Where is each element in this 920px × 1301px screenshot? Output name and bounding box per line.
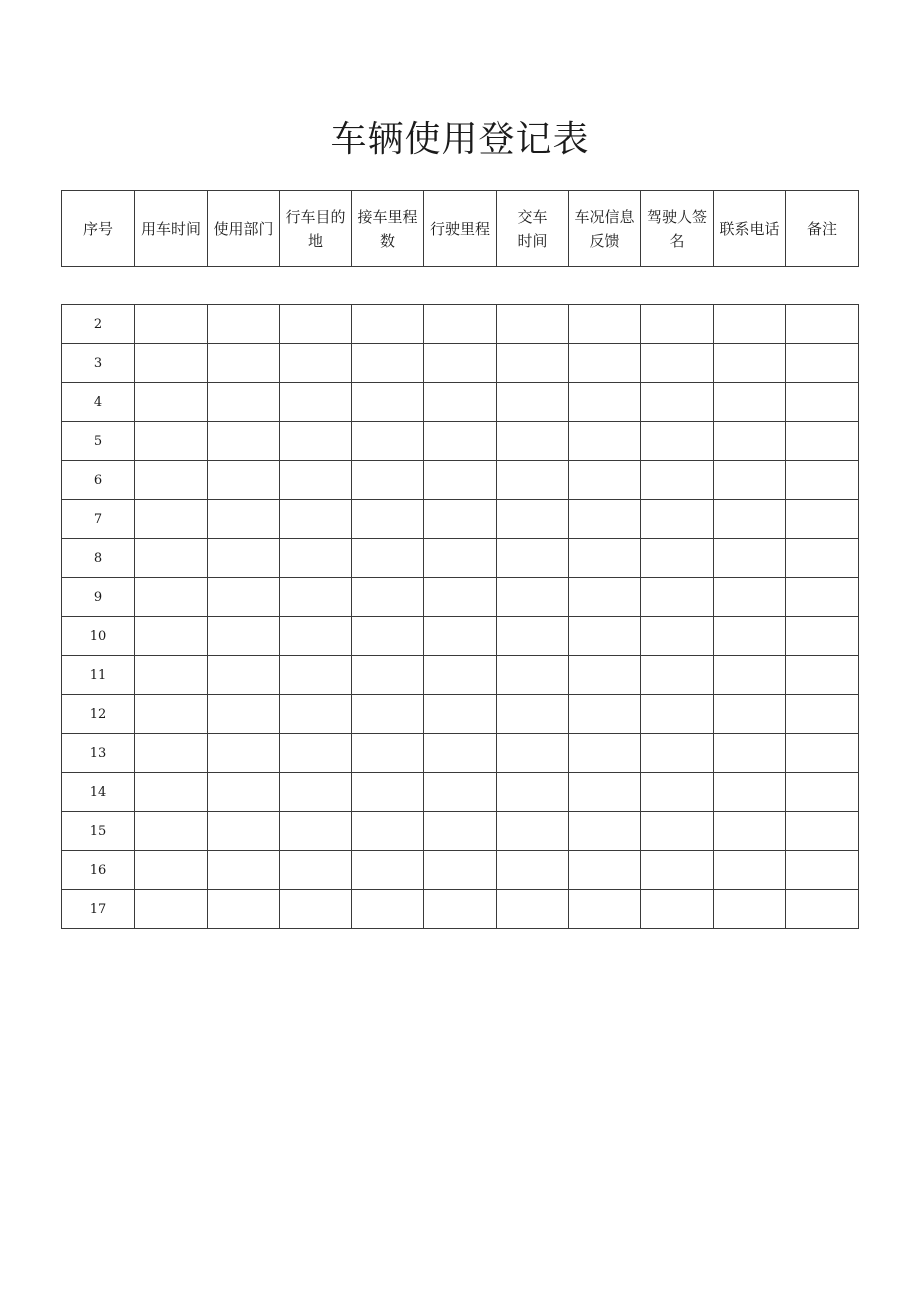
entry-cell-remarks[interactable] <box>786 773 859 812</box>
header-label: 行驶里程 <box>429 219 490 238</box>
entry-cell-use-time[interactable] <box>135 851 208 890</box>
entry-cell-pickup-mileage[interactable] <box>352 851 424 890</box>
row-number: 3 <box>62 344 135 383</box>
entry-cell-driven-mileage[interactable] <box>424 890 497 929</box>
table-row <box>62 695 859 734</box>
entry-cell-condition-feedback[interactable] <box>569 578 641 617</box>
header-cell-driven-mileage <box>424 191 497 267</box>
entry-cell-remarks[interactable] <box>786 695 859 734</box>
entry-cell-driver-signature[interactable] <box>641 773 714 812</box>
entry-cell-pickup-mileage[interactable] <box>352 305 424 344</box>
entry-cell-destination[interactable] <box>280 656 352 695</box>
entry-cell-condition-feedback[interactable] <box>569 305 641 344</box>
header-label: 联系电话 <box>719 219 780 238</box>
entry-cell-return-time[interactable] <box>497 344 569 383</box>
entry-cell-condition-feedback[interactable] <box>569 734 641 773</box>
entry-cell-department[interactable] <box>208 695 280 734</box>
header-cell-condition-feedback <box>569 191 641 267</box>
entry-cell-condition-feedback[interactable] <box>569 500 641 539</box>
entry-cell-contact-phone[interactable] <box>714 656 786 695</box>
entry-cell-driver-signature[interactable] <box>641 851 714 890</box>
entry-cell-condition-feedback[interactable] <box>569 695 641 734</box>
entry-cell-remarks[interactable] <box>786 890 859 929</box>
entry-cell-driver-signature[interactable] <box>641 695 714 734</box>
entry-cell-pickup-mileage[interactable] <box>352 383 424 422</box>
entry-cell-return-time[interactable] <box>497 890 569 929</box>
entry-cell-department[interactable] <box>208 305 280 344</box>
entry-cell-pickup-mileage[interactable] <box>352 344 424 383</box>
entry-cell-pickup-mileage[interactable] <box>352 734 424 773</box>
entry-cell-contact-phone[interactable] <box>714 344 786 383</box>
entry-cell-destination[interactable] <box>280 500 352 539</box>
entry-cell-driver-signature[interactable] <box>641 734 714 773</box>
entry-cell-use-time[interactable] <box>135 422 208 461</box>
row-number: 6 <box>62 461 135 500</box>
entry-cell-driven-mileage[interactable] <box>424 812 497 851</box>
entry-cell-department[interactable] <box>208 734 280 773</box>
entry-cell-condition-feedback[interactable] <box>569 344 641 383</box>
entry-cell-contact-phone[interactable] <box>714 383 786 422</box>
entry-cell-remarks[interactable] <box>786 461 859 500</box>
header-label: 备注 <box>806 219 837 238</box>
entry-cell-use-time[interactable] <box>135 305 208 344</box>
row-number: 4 <box>62 383 135 422</box>
entry-cell-return-time[interactable] <box>497 734 569 773</box>
entry-cell-driver-signature[interactable] <box>641 383 714 422</box>
header-label: 使用部门 <box>213 219 274 238</box>
entry-cell-remarks[interactable] <box>786 539 859 578</box>
entry-cell-use-time[interactable] <box>135 500 208 539</box>
entry-cell-pickup-mileage[interactable] <box>352 695 424 734</box>
entry-cell-destination[interactable] <box>280 422 352 461</box>
row-number: 15 <box>62 812 135 851</box>
entry-cell-driven-mileage[interactable] <box>424 344 497 383</box>
entry-cell-driver-signature[interactable] <box>641 617 714 656</box>
entry-cell-use-time[interactable] <box>135 383 208 422</box>
entry-cell-contact-phone[interactable] <box>714 500 786 539</box>
table-row <box>62 734 859 773</box>
header-label: 名 <box>669 231 685 250</box>
entry-cell-remarks[interactable] <box>786 812 859 851</box>
entry-cell-pickup-mileage[interactable] <box>352 461 424 500</box>
entry-cell-condition-feedback[interactable] <box>569 461 641 500</box>
entry-cell-destination[interactable] <box>280 890 352 929</box>
entry-cell-destination[interactable] <box>280 305 352 344</box>
table-row <box>62 578 859 617</box>
entry-cell-return-time[interactable] <box>497 578 569 617</box>
entry-cell-destination[interactable] <box>280 851 352 890</box>
entry-cell-pickup-mileage[interactable] <box>352 539 424 578</box>
entry-cell-remarks[interactable] <box>786 617 859 656</box>
header-label: 驾驶人签 <box>646 207 707 226</box>
entry-cell-contact-phone[interactable] <box>714 773 786 812</box>
header-label: 接车里程 <box>357 207 418 226</box>
entry-cell-department[interactable] <box>208 851 280 890</box>
entry-cell-department[interactable] <box>208 461 280 500</box>
header-label: 时间 <box>517 231 548 250</box>
row-number: 8 <box>62 539 135 578</box>
entry-cell-driver-signature[interactable] <box>641 422 714 461</box>
header-cell-remarks <box>786 191 859 267</box>
row-number: 14 <box>62 773 135 812</box>
register-table <box>61 304 859 929</box>
header-cell-department <box>208 191 280 267</box>
header-row <box>62 191 859 267</box>
table-row <box>62 812 859 851</box>
entry-cell-return-time[interactable] <box>497 422 569 461</box>
entry-cell-condition-feedback[interactable] <box>569 851 641 890</box>
entry-cell-remarks[interactable] <box>786 578 859 617</box>
header-cell-use-time <box>135 191 208 267</box>
row-number: 12 <box>62 695 135 734</box>
row-number: 17 <box>62 890 135 929</box>
page-title: 车辆使用登记表 <box>330 119 590 160</box>
header-label: 数 <box>379 231 395 250</box>
entry-cell-condition-feedback[interactable] <box>569 539 641 578</box>
entry-cell-contact-phone[interactable] <box>714 617 786 656</box>
header-cell-index <box>62 191 135 267</box>
entry-cell-pickup-mileage[interactable] <box>352 773 424 812</box>
table-row <box>62 773 859 812</box>
entry-cell-condition-feedback[interactable] <box>569 773 641 812</box>
entry-cell-remarks[interactable] <box>786 851 859 890</box>
table-row <box>62 461 859 500</box>
entry-cell-return-time[interactable] <box>497 617 569 656</box>
entry-cell-use-time[interactable] <box>135 890 208 929</box>
entry-cell-driver-signature[interactable] <box>641 890 714 929</box>
row-number: 7 <box>62 500 135 539</box>
entry-cell-contact-phone[interactable] <box>714 422 786 461</box>
entry-cell-use-time[interactable] <box>135 578 208 617</box>
entry-cell-department[interactable] <box>208 344 280 383</box>
row-number: 11 <box>62 656 135 695</box>
entry-cell-remarks[interactable] <box>786 344 859 383</box>
header-label: 行车目的 <box>285 207 346 226</box>
entry-cell-contact-phone[interactable] <box>714 890 786 929</box>
row-number: 16 <box>62 851 135 890</box>
entry-cell-driver-signature[interactable] <box>641 305 714 344</box>
entry-cell-return-time[interactable] <box>497 500 569 539</box>
entry-cell-destination[interactable] <box>280 812 352 851</box>
entry-cell-condition-feedback[interactable] <box>569 617 641 656</box>
entry-cell-condition-feedback[interactable] <box>569 383 641 422</box>
entry-cell-destination[interactable] <box>280 461 352 500</box>
entry-cell-driven-mileage[interactable] <box>424 656 497 695</box>
entry-cell-destination[interactable] <box>280 383 352 422</box>
entry-cell-use-time[interactable] <box>135 539 208 578</box>
entry-cell-driver-signature[interactable] <box>641 344 714 383</box>
entry-cell-return-time[interactable] <box>497 656 569 695</box>
entry-cell-driven-mileage[interactable] <box>424 734 497 773</box>
entry-cell-destination[interactable] <box>280 539 352 578</box>
entry-cell-department[interactable] <box>208 539 280 578</box>
entry-cell-contact-phone[interactable] <box>714 851 786 890</box>
entry-cell-driven-mileage[interactable] <box>424 461 497 500</box>
table-row <box>62 305 859 344</box>
table-row <box>62 383 859 422</box>
entry-cell-contact-phone[interactable] <box>714 305 786 344</box>
entry-cell-driven-mileage[interactable] <box>424 617 497 656</box>
entry-cell-return-time[interactable] <box>497 851 569 890</box>
entry-cell-department[interactable] <box>208 422 280 461</box>
entry-cell-remarks[interactable] <box>786 383 859 422</box>
header-label: 序号 <box>82 219 113 238</box>
entry-cell-department[interactable] <box>208 383 280 422</box>
entry-cell-driven-mileage[interactable] <box>424 500 497 539</box>
entry-cell-condition-feedback[interactable] <box>569 656 641 695</box>
entry-cell-use-time[interactable] <box>135 773 208 812</box>
entry-cell-contact-phone[interactable] <box>714 734 786 773</box>
entry-cell-return-time[interactable] <box>497 305 569 344</box>
entry-cell-pickup-mileage[interactable] <box>352 890 424 929</box>
header-cell-destination <box>280 191 352 267</box>
entry-cell-driver-signature[interactable] <box>641 578 714 617</box>
entry-cell-department[interactable] <box>208 617 280 656</box>
entry-cell-pickup-mileage[interactable] <box>352 422 424 461</box>
entry-cell-use-time[interactable] <box>135 812 208 851</box>
entry-cell-remarks[interactable] <box>786 734 859 773</box>
entry-cell-return-time[interactable] <box>497 539 569 578</box>
entry-cell-pickup-mileage[interactable] <box>352 617 424 656</box>
entry-cell-use-time[interactable] <box>135 695 208 734</box>
entry-cell-department[interactable] <box>208 812 280 851</box>
entry-cell-contact-phone[interactable] <box>714 578 786 617</box>
entry-cell-destination[interactable] <box>280 773 352 812</box>
entry-cell-driver-signature[interactable] <box>641 812 714 851</box>
entry-cell-remarks[interactable] <box>786 305 859 344</box>
entry-cell-condition-feedback[interactable] <box>569 422 641 461</box>
row-number: 13 <box>62 734 135 773</box>
entry-cell-department[interactable] <box>208 578 280 617</box>
entry-cell-department[interactable] <box>208 773 280 812</box>
table-row <box>62 344 859 383</box>
entry-cell-driven-mileage[interactable] <box>424 773 497 812</box>
row-number: 9 <box>62 578 135 617</box>
header-label: 用车时间 <box>140 219 201 238</box>
entry-cell-destination[interactable] <box>280 695 352 734</box>
header-label: 反馈 <box>589 231 620 250</box>
entry-cell-driven-mileage[interactable] <box>424 851 497 890</box>
entry-cell-driver-signature[interactable] <box>641 461 714 500</box>
entry-cell-destination[interactable] <box>280 344 352 383</box>
entry-cell-driven-mileage[interactable] <box>424 578 497 617</box>
row-number: 10 <box>62 617 135 656</box>
entry-cell-driver-signature[interactable] <box>641 539 714 578</box>
table-row <box>62 539 859 578</box>
entry-cell-destination[interactable] <box>280 578 352 617</box>
entry-cell-return-time[interactable] <box>497 773 569 812</box>
entry-cell-contact-phone[interactable] <box>714 461 786 500</box>
entry-cell-condition-feedback[interactable] <box>569 812 641 851</box>
entry-cell-remarks[interactable] <box>786 422 859 461</box>
row-number: 5 <box>62 422 135 461</box>
entry-cell-department[interactable] <box>208 890 280 929</box>
entry-cell-contact-phone[interactable] <box>714 812 786 851</box>
header-cell-driver-signature <box>641 191 714 267</box>
entry-cell-return-time[interactable] <box>497 383 569 422</box>
row-number: 2 <box>62 305 135 344</box>
table-row <box>62 617 859 656</box>
entry-cell-use-time[interactable] <box>135 461 208 500</box>
entry-cell-pickup-mileage[interactable] <box>352 656 424 695</box>
entry-cell-condition-feedback[interactable] <box>569 890 641 929</box>
entry-cell-contact-phone[interactable] <box>714 695 786 734</box>
entry-cell-return-time[interactable] <box>497 812 569 851</box>
header-cell-return-time <box>497 191 569 267</box>
entry-cell-driven-mileage[interactable] <box>424 539 497 578</box>
entry-cell-driver-signature[interactable] <box>641 500 714 539</box>
header-label: 车况信息 <box>574 207 635 226</box>
entry-cell-driven-mileage[interactable] <box>424 695 497 734</box>
header-cell-contact-phone <box>714 191 786 267</box>
table-row <box>62 656 859 695</box>
entry-cell-department[interactable] <box>208 500 280 539</box>
entry-cell-use-time[interactable] <box>135 656 208 695</box>
table-row <box>62 890 859 929</box>
entry-cell-pickup-mileage[interactable] <box>352 812 424 851</box>
entry-cell-destination[interactable] <box>280 617 352 656</box>
entry-cell-driven-mileage[interactable] <box>424 305 497 344</box>
entry-cell-return-time[interactable] <box>497 695 569 734</box>
entry-cell-destination[interactable] <box>280 734 352 773</box>
table-row <box>62 500 859 539</box>
table-row <box>62 851 859 890</box>
table-row <box>62 422 859 461</box>
entry-cell-remarks[interactable] <box>786 500 859 539</box>
entry-cell-pickup-mileage[interactable] <box>352 578 424 617</box>
entry-cell-department[interactable] <box>208 656 280 695</box>
entry-cell-return-time[interactable] <box>497 461 569 500</box>
entry-cell-use-time[interactable] <box>135 617 208 656</box>
entry-cell-use-time[interactable] <box>135 344 208 383</box>
header-label: 交车 <box>517 207 548 226</box>
entry-cell-use-time[interactable] <box>135 734 208 773</box>
header-table <box>61 190 859 267</box>
header-cell-pickup-mileage <box>352 191 424 267</box>
header-label: 地 <box>307 231 323 250</box>
entry-cell-driver-signature[interactable] <box>641 656 714 695</box>
entry-cell-contact-phone[interactable] <box>714 539 786 578</box>
entry-cell-driven-mileage[interactable] <box>424 422 497 461</box>
entry-cell-pickup-mileage[interactable] <box>352 500 424 539</box>
entry-cell-remarks[interactable] <box>786 656 859 695</box>
entry-cell-driven-mileage[interactable] <box>424 383 497 422</box>
